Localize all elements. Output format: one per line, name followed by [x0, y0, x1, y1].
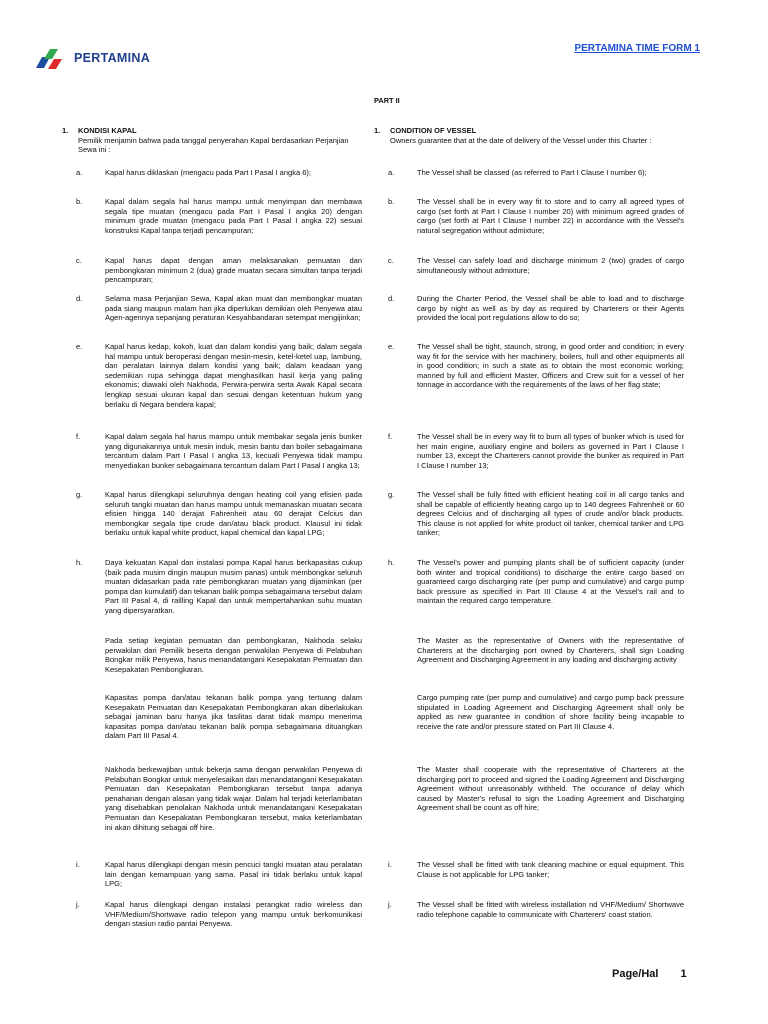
clause-label: e. — [388, 342, 395, 351]
clause-item — [374, 490, 684, 538]
clause-paragraph: Pada setiap kegiatan pemuatan dan pembongkaran, Nakhoda selaku perwakilan dari Pemilik beserta dengan perwakilan Penyewa di Pelabuhan Bongkar milik Penyewa, harus menandatangani Kesepakatan Pemuatan dan Kesepakatan Pembongkaran. — [105, 636, 362, 674]
clause-text: The Vessel shall be fully fitted with efficient heating coil in all cargo tanks and shall be capable of efficiently heating cargo up to 140 degrees Fahrenheit or 60 degrees Celcius and of discharging all types of crude and/or black products. This clause is not applied for white product oil tanker, chemical tanker and LPG tanker; — [417, 490, 684, 538]
clause-text: Kapal harus dilengkapi seluruhnya dengan heating coil yang efisien pada seluruh tangki muatan dan harus mampu untuk memanaskan muatan secara efisien hingga 140 derajat Fahrenheit atau 60 derajat Celcius dan membongkar segala tipe crude dan/atau black product. Klausul ini tidak berlaku untuk kapal white product, kapal chemical dan kapal LPG; — [105, 490, 362, 538]
clause-label: a. — [388, 168, 395, 177]
pertamina-logo — [34, 48, 184, 70]
section-title: CONDITION OF VESSEL — [390, 126, 477, 135]
clause-paragraph: Nakhoda berkewajiban untuk bekerja sama dengan perwakilan Penyewa di Pelabuhan Bongkar untuk menyelesaikan dan menandatangani Kesepakatan Pemuatan dan Kesepakatan Pembongkaran tersebut tanpa adanya penahanan dengan alasan yang tidak wajar. Dalam hal terjadi keterlambatan yang disebabkan penolakan Nakhoda untuk menandatangani Kesepakatan Pemuatan dan Kesepakatan Pembongkaran tersebut, maka keterlambatan ini akan dihitung sebagai off hire. — [105, 765, 362, 832]
clause-paragraph: The Master shall cooperate with the representative of Charterers at the discharging port to proceed and signed the Loading Agreement and Discharging Agreement without unreasonably withheld. The occurance of delay which caused by Master's refusal to sign the Loading Agreement and Discharging Agreement shall be count as off hire; — [417, 765, 684, 813]
part-title: PART II — [374, 96, 400, 105]
section-heading — [374, 126, 684, 145]
clause-item — [374, 900, 684, 919]
clause-text: During the Charter Period, the Vessel shall be able to load and to discharge cargo by night as well as by day as required by Charterers or their Agents provided the local port regulations allow to do so; — [417, 294, 684, 323]
clause-item — [62, 342, 362, 409]
clause-paragraph: The Master as the representative of Owners with the representative of Charterers at the discharging port owned by Charterers, shall sign Loading Agreement and Discharging Agreement in any loading and discharging activity — [417, 636, 684, 665]
section-intro: Owners guarantee that at the date of delivery of the Vessel under this Charter : — [390, 135, 652, 145]
clause-item — [374, 256, 684, 275]
clause-label: i. — [76, 860, 80, 869]
clause-item — [62, 860, 362, 889]
page-label: Page/Hal — [612, 968, 659, 980]
clause-text: Kapal dalam segala hal harus mampu untuk membakar segala jenis bunker yang digunakannya untuk mesin induk, mesin bantu dan boiler sebagaimana tercantum dalam Part I Pasal I angka 13, kecuali Penyewa tidak mampu menyediakan bunker sebagaimana tercantum dalam Part I Pasal I angka 13; — [105, 432, 362, 470]
clause-label: j. — [388, 900, 392, 909]
section-number: 1. — [374, 126, 381, 135]
clause-item — [62, 256, 362, 285]
clause-label: b. — [388, 197, 395, 206]
clause-text: The Vessel shall be tight, staunch, strong, in good order and condition; in every way fit for the service with her machinery, boilers, hull and other equipments all in good condition; in such a state as to obtain the most economic working; manned by full and efficient Master, Officers and Crew suit for a vessel of her tonnage in accordance with the requirements of the laws of her flag state; — [417, 342, 684, 390]
clause-label: d. — [388, 294, 395, 303]
clause-item — [374, 860, 684, 879]
form-title: PERTAMINA TIME FORM 1 — [574, 43, 700, 54]
clause-label: f. — [388, 432, 393, 441]
clause-item — [62, 432, 362, 470]
clause-label: b. — [76, 197, 83, 206]
clause-text: Selama masa Perjanjian Sewa, Kapal akan muat dan membongkar muatan pada siang maupun malam hari jika diperlukan demikian oleh Penyewa atau Agen-agennya sepanjang peraturan Kesyahbandaran setempat mengijinkan; — [105, 294, 362, 323]
page-number: 1 — [680, 968, 687, 980]
clause-label: j. — [76, 900, 80, 909]
clause-text: Kapal harus dapat dengan aman melaksanakan pemuatan dan pembongkaran minimum 2 (dua) grade muatan secara simultan tanpa terjadi pencampuran; — [105, 256, 362, 285]
pertamina-logo-icon — [34, 48, 70, 70]
clause-text: The Vessel shall be in every way fit to burn all types of bunker which is used for her main engine, auxiliary engine and boilers as governed in Part I Clause I number 13, except the Charterers cannot provide the bunker as required in Part I Clause I number 13; — [417, 432, 684, 470]
clause-text: The Vessel shall be fitted with wireless installation nd VHF/Medium/ Shortwave radio telephone capable to communicate with Charterers' coast station. — [417, 900, 684, 919]
clause-item — [374, 168, 684, 178]
clause-text: The Vessel can safely load and discharge minimum 2 (two) grades of cargo simultaneously without admixture; — [417, 256, 684, 275]
clause-label: g. — [388, 490, 395, 499]
clause-text: The Vessel shall be fitted with tank cleaning machine or equal equipment. This Clause is not applicable for LPG tanker; — [417, 860, 684, 879]
clause-label: e. — [76, 342, 83, 351]
clause-item — [62, 168, 362, 178]
clause-label: c. — [76, 256, 82, 265]
clause-item — [62, 558, 362, 616]
page-footer — [612, 968, 687, 980]
clause-item — [62, 197, 362, 235]
clause-label: h. — [388, 558, 395, 567]
section-heading — [62, 126, 362, 155]
clause-text: Kapal harus dilengkapi dengan instalasi perangkat radio wireless dan VHF/Medium/Shortwave radio telepon yang mampu untuk berkomunikasi dengan stasiun radio pantai Penyewa. — [105, 900, 362, 929]
section-intro: Pemilik menjamin bahwa pada tanggal penyerahan Kapal berdasarkan Perjanjian Sewa ini : — [78, 135, 349, 155]
clause-paragraph: Kapasitas pompa dan/atau tekanan balik pompa yang tertuang dalam Kesepakatn Pemuatan dan Kesepakatan Pembongkaran akan diberlakukan sebagai jaminan baru hanya jika fasilitas darat tidak mampu menerima kapasitas pompa dan/atau tekanan balik pompa sebagaimana dituangkan dalam Part III Pasal 4. — [105, 693, 362, 741]
section-number: 1. — [62, 126, 69, 135]
clause-label: d. — [76, 294, 83, 303]
clause-item — [374, 342, 684, 390]
clause-label: c. — [388, 256, 394, 265]
clause-text: Kapal dalam segala hal harus mampu untuk menyimpan dan membawa segala tipe muatan (mengacu pada Part I Pasal I angka 20) dengan minimum grade muatan (mengacu pada Part I Pasal I angka 22) sesuai konstruksi Kapal tanpa terjadi pencampuran; — [105, 197, 362, 235]
clause-label: f. — [76, 432, 81, 441]
clause-item — [62, 490, 362, 538]
clause-item — [374, 294, 684, 323]
clause-text: Kapal harus diklaskan (mengacu pada Part I Pasal I angka 6); — [105, 168, 311, 177]
clause-text: The Vessel's power and pumping plants shall be of sufficient capacity (under both winter and tropical conditions) to discharge the entire cargo based on guaranteed cargo discharging rate (per pump and cumulative) and cargo pump back pressure as specified in Part III Clause 4 at the Vessel's rail and to maintain the required cargo temperature. — [417, 558, 684, 606]
clause-text: Kapal harus dilengkapi dengan mesin pencuci tangki muatan atau peralatan lain dengan kemampuan yang sama. Pasal ini tidak berlaku untuk kapal LPG; — [105, 860, 362, 889]
clause-label: a. — [76, 168, 83, 177]
clause-text: Kapal harus kedap, kokoh, kuat dan dalam kondisi yang baik; dalam segala hal mampu untuk beroperasi dengan mesin-mesin, ketel-ketel uap, lambung, dan peralatan lainnya dalam kondisi yang baik; dalam keadaan yang sedemikian rupa sehingga dapat menghasilkan hasil kerja yang paling ekonomis; diawaki oleh Nakhoda, Perwira-perwira serta Awak Kapal secara lengkap sesuai ukuran kapal dan sesuai dengan ketentuan hukum yang berlaku di Negara bendera kapal; — [105, 342, 362, 409]
logo-text: PERTAMINA — [74, 51, 151, 65]
clause-paragraph: Cargo pumping rate (per pump and cumulative) and cargo pump back pressure stipulated in Loading Agreement and Discharging Agreement shall only be applied as new guarantee in condition of shore facility being incapable to receive the rate and/or pressure stated on Part III Clause 4. — [417, 693, 684, 731]
clause-text: Daya kekuatan Kapal dan instalasi pompa Kapal harus berkapasitas cukup (baik pada musim dingin maupun musim panas) untuk membongkar seluruh muatan didasarkan pada rate pembongkaran muatan yang dijaminkan (per pompa dan kumulatif) dan tekanan balik pompa sebagaimana tersebut dalam Part III Pasal 4, di railling Kapal dan untuk mempertahankan suhu muatan yang dipersyaratkan. — [105, 558, 362, 615]
clause-item — [374, 197, 684, 235]
clause-item — [374, 558, 684, 606]
clause-label: h. — [76, 558, 83, 567]
clause-text: The Vessel shall be in every way fit to store and to carry all agreed types of cargo (set forth at Part I Clause I number 20) with minimum agreed grades of cargo (set forth at Part I Clause I number 22) in accordance with the Vessel's natural segregation without admixture; — [417, 197, 684, 235]
clause-label: g. — [76, 490, 83, 499]
clause-label: i. — [388, 860, 392, 869]
clause-item — [62, 900, 362, 929]
clause-item — [374, 432, 684, 470]
section-title: KONDISI KAPAL — [78, 126, 137, 135]
clause-text: The Vessel shall be classed (as referred to Part I Clause I number 6); — [417, 168, 647, 177]
clause-item — [62, 294, 362, 323]
